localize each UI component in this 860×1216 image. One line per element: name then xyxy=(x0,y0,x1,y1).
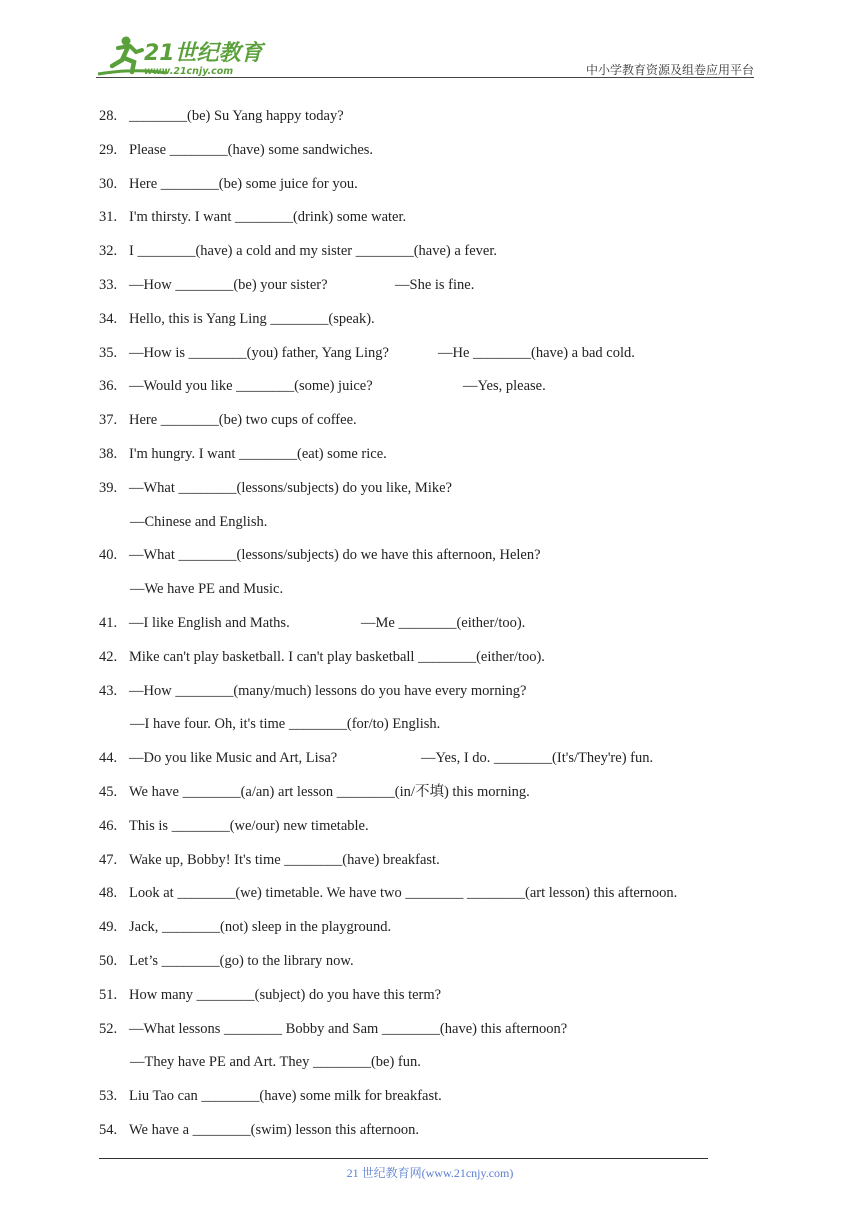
question-number: 33. xyxy=(99,277,118,293)
question-text: —Would you like ________(some) juice? xyxy=(129,378,373,394)
question-number: 47. xyxy=(99,852,118,868)
question-item xyxy=(99,241,497,261)
question-number: 53. xyxy=(99,1088,118,1104)
question-text: —How is ________(you) father, Yang Ling? xyxy=(129,345,389,361)
header-divider xyxy=(96,77,754,78)
question-text: —What lessons ________ Bobby and Sam ________(have) this afternoon? xyxy=(129,1021,568,1037)
question-text: I ________(have) a cold and my sister ________(have) a fever. xyxy=(129,243,498,259)
question-number: 31. xyxy=(99,209,118,225)
question-text: —How ________(be) your sister? xyxy=(129,277,328,293)
question-number: 46. xyxy=(99,818,118,834)
question-text: How many ________(subject) do you have this term? xyxy=(129,987,442,1003)
question-item xyxy=(99,681,526,701)
footer-divider xyxy=(99,1158,708,1159)
question-item xyxy=(99,410,357,430)
question-number: 51. xyxy=(99,987,118,1003)
question-item xyxy=(99,545,541,565)
question-number: 30. xyxy=(99,176,118,192)
question-item xyxy=(99,782,530,802)
question-number: 37. xyxy=(99,412,118,428)
question-number: 49. xyxy=(99,919,118,935)
footer-text[interactable]: 21 世纪教育网(www.21cnjy.com) xyxy=(346,1166,514,1180)
platform-title: 中小学教育资源及组卷应用平台 xyxy=(585,63,754,77)
question-text: Here ________(be) some juice for you. xyxy=(129,176,358,192)
question-number: 54. xyxy=(99,1122,118,1138)
question-text: Here ________(be) two cups of coffee. xyxy=(129,412,357,428)
question-text: Liu Tao can ________(have) some milk for breakfast. xyxy=(129,1088,442,1104)
svg-text:21世纪教育: 21世纪教育 xyxy=(144,41,263,66)
runner-logo-icon xyxy=(96,32,266,78)
question-text: Hello, this is Yang Ling ________(speak). xyxy=(129,311,375,327)
question-text: —What ________(lessons/subjects) do you like, Mike? xyxy=(129,480,452,496)
question-item xyxy=(99,883,677,903)
question-item xyxy=(99,309,375,329)
question-item xyxy=(99,478,452,498)
question-text: We have ________(a/an) art lesson ________(in/不填) this morning. xyxy=(129,784,530,800)
question-answer-part: —She is fine. xyxy=(395,277,475,293)
question-answer-part: —Yes, I do. ________(It's/They're) fun. xyxy=(421,750,654,766)
question-item xyxy=(99,951,354,971)
question-text: I'm thirsty. I want ________(drink) some water. xyxy=(129,209,407,225)
question-item xyxy=(99,1086,442,1106)
question-text: —How ________(many/much) lessons do you have every morning? xyxy=(129,683,527,699)
question-text: Please ________(have) some sandwiches. xyxy=(129,142,374,158)
question-item xyxy=(99,275,328,295)
question-number: 41. xyxy=(99,615,118,631)
question-item xyxy=(99,647,545,667)
question-text: Look at ________(we) timetable. We have two ________ ________(art lesson) this afternoon. xyxy=(129,885,678,901)
question-item xyxy=(99,816,369,836)
question-text: —I like English and Maths. xyxy=(129,615,290,631)
question-item xyxy=(99,343,389,363)
question-item xyxy=(99,106,344,126)
question-item xyxy=(99,850,440,870)
question-number: 48. xyxy=(99,885,118,901)
question-continuation: —I have four. Oh, it's time ________(for/to) English. xyxy=(130,716,441,732)
question-number: 35. xyxy=(99,345,118,361)
question-text: Jack, ________(not) sleep in the playground. xyxy=(129,919,392,935)
question-item xyxy=(99,1120,419,1140)
question-item xyxy=(99,748,337,768)
question-text: We have a ________(swim) lesson this afternoon. xyxy=(129,1122,419,1138)
question-number: 40. xyxy=(99,547,118,563)
question-number: 50. xyxy=(99,953,118,969)
question-item xyxy=(99,613,290,633)
question-answer-part: —He ________(have) a bad cold. xyxy=(438,345,635,361)
question-number: 42. xyxy=(99,649,118,665)
question-item xyxy=(99,140,373,160)
question-item xyxy=(99,376,373,396)
question-continuation: —We have PE and Music. xyxy=(130,581,284,597)
page-header xyxy=(0,0,860,80)
question-number: 39. xyxy=(99,480,118,496)
question-continuation: —They have PE and Art. They ________(be) fun. xyxy=(130,1054,421,1070)
svg-text:www.21cnjy.com: www.21cnjy.com xyxy=(144,66,234,77)
question-text: This is ________(we/our) new timetable. xyxy=(129,818,369,834)
question-number: 44. xyxy=(99,750,118,766)
question-item xyxy=(99,985,441,1005)
question-number: 34. xyxy=(99,311,118,327)
question-item xyxy=(99,1019,567,1039)
question-answer-part: —Yes, please. xyxy=(463,378,546,394)
question-number: 32. xyxy=(99,243,118,259)
question-number: 45. xyxy=(99,784,118,800)
question-number: 28. xyxy=(99,108,118,124)
question-text: I'm hungry. I want ________(eat) some rice. xyxy=(129,446,387,462)
question-answer-part: —Me ________(either/too). xyxy=(361,615,526,631)
question-number: 36. xyxy=(99,378,118,394)
site-logo[interactable] xyxy=(96,32,266,78)
question-item xyxy=(99,174,358,194)
question-item xyxy=(99,207,406,227)
question-number: 52. xyxy=(99,1021,118,1037)
question-text: ________(be) Su Yang happy today? xyxy=(129,108,344,124)
question-number: 43. xyxy=(99,683,118,699)
question-text: —Do you like Music and Art, Lisa? xyxy=(129,750,338,766)
question-text: Mike can't play basketball. I can't play basketball ________(either/too). xyxy=(129,649,545,665)
question-number: 38. xyxy=(99,446,118,462)
question-text: —What ________(lessons/subjects) do we have this afternoon, Helen? xyxy=(129,547,541,563)
question-item xyxy=(99,444,387,464)
question-item xyxy=(99,917,391,937)
question-text: Wake up, Bobby! It's time ________(have) breakfast. xyxy=(129,852,440,868)
question-text: Let’s ________(go) to the library now. xyxy=(129,953,354,969)
question-continuation: —Chinese and English. xyxy=(130,514,268,530)
question-number: 29. xyxy=(99,142,118,158)
